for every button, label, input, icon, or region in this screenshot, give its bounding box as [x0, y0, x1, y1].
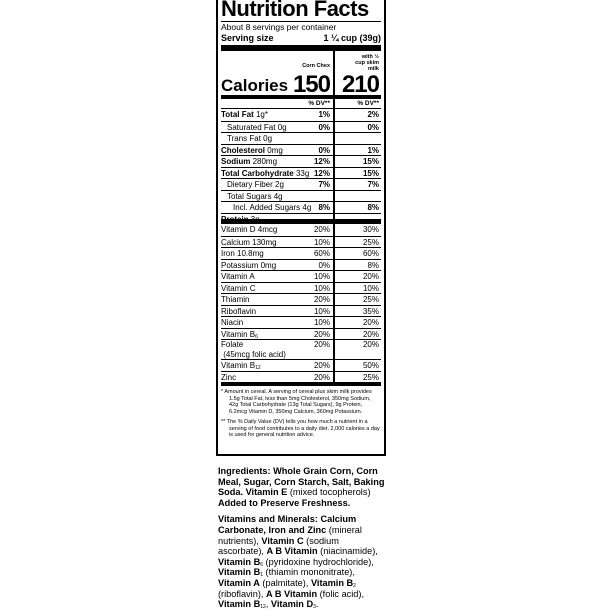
vm-description: ,: [265, 599, 271, 610]
vitamin-dv: 20%: [313, 340, 330, 349]
vitamin-dv-with-milk: 20%: [362, 340, 379, 349]
nutrient-row: [221, 167, 381, 179]
vitamin-row: [221, 247, 381, 259]
vm-ingredient: Vitamin B: [218, 556, 261, 567]
vitamin-dv: 20%: [313, 329, 330, 339]
nutrient-dv-with-milk: [335, 214, 381, 220]
vitamin-row: [221, 282, 381, 294]
footnotes: [221, 382, 381, 439]
vitamin-name: Vitamin D 4mcg: [221, 225, 278, 234]
ingredients-note: (mixed tocopherols): [289, 487, 371, 498]
vitamin-name: Calcium 130mg: [221, 237, 277, 247]
servings-per-container: About 8 servings per container: [221, 22, 337, 32]
vitamin-amount: 4mcg: [257, 225, 278, 234]
nutrient-dv: 8%: [318, 203, 330, 212]
vitamin-dv-with-milk: 20%: [362, 318, 379, 327]
nutrient-row: [221, 178, 381, 190]
ingredients-section: [218, 466, 386, 616]
nutrient-amount: 4g: [273, 191, 283, 201]
vitamin-dv: 20%: [313, 225, 330, 234]
nutrient-row: [221, 144, 381, 156]
vm-description: (sodium ascorbate),: [218, 535, 339, 557]
nutrient-row: [221, 213, 381, 225]
calories-section: [221, 51, 381, 99]
vm-ingredient: Calcium Carbonate, Iron and Zinc: [218, 514, 357, 535]
vitamin-name: Vitamin $B_{12}$: [221, 361, 261, 371]
vitamin-name: Zinc: [221, 372, 237, 382]
ingredients-paragraph: [218, 466, 386, 508]
vitamin-dv: 20%: [313, 372, 330, 382]
vm-description: (mineral nutrients),: [218, 524, 362, 546]
vitamin-row: [221, 293, 381, 305]
vitamin-extra: (45mcg folic acid): [223, 349, 286, 359]
vitamin-rows: [221, 224, 381, 382]
nutrient-name: Total Carbohydrate 33g: [221, 168, 310, 178]
nutrient-name: Incl. Added Sugars 4g: [233, 203, 312, 212]
nutrient-dv: 0%: [318, 145, 330, 155]
vm-ingredient: Vitamin B: [218, 599, 261, 610]
nutrient-name: Sodium 280mg: [221, 157, 278, 166]
vitamin-dv-with-milk: 50%: [362, 361, 379, 370]
vitamin-row: [221, 371, 381, 383]
nutrient-dv-with-milk: [335, 133, 381, 144]
nutrient-amount: 3g: [250, 214, 260, 224]
nutrient-name: Trans Fat 0g: [227, 134, 273, 143]
vitamin-name: Iron 10.8mg: [221, 249, 264, 258]
vm-ingredient: Vitamin C: [261, 535, 304, 546]
column-header-with-milk: with ½ cup skim milk: [355, 54, 379, 72]
nutrient-name: Total Fat 1g*: [221, 110, 268, 119]
vm-ingredient: Vitamin B: [218, 567, 261, 578]
daily-value-header: % DV** % DV**: [221, 99, 381, 109]
vitamin-dv-with-milk: 25%: [362, 237, 379, 247]
nutrient-dv-with-milk: 2%: [367, 110, 379, 119]
vitamin-row: [221, 339, 381, 359]
vitamins-minerals-paragraph: Vitamins and Minerals: Calcium Carbonate, Iron and Zinc (mineral nutrients), Vitamin C (sodium ascorbate), A B Vitamin (niacinamide), Vitamin $B_6$ (pyridoxine hydrochloride), Vitamin $B_1$ (thiamin mononitrate), Vitamin A (palmitate), Vitamin $B_2$ (riboflavin), A B Vitamin (folic acid), Vitamin $B_{12}$, Vitamin $D_3$.: [218, 514, 378, 611]
nutrient-name: Dietary Fiber 2g: [227, 180, 284, 189]
nutrient-amount: 280mg: [252, 157, 278, 166]
vitamin-row: [221, 259, 381, 271]
vitamin-name: Thiamin: [221, 295, 250, 304]
nutrient-rows: [221, 109, 381, 224]
vm-description: (thiamin mononitrate),: [263, 567, 355, 578]
vitamin-name: Niacin: [221, 318, 244, 327]
nutrient-dv: 7%: [318, 180, 330, 189]
vitamin-dv: 10%: [313, 318, 330, 327]
vitamin-dv: 10%: [313, 306, 330, 316]
nutrient-row: [221, 201, 381, 213]
vitamin-dv: 0%: [318, 260, 330, 270]
nutrient-dv-with-milk: 0%: [367, 122, 379, 132]
vm-description: (niacinamide),: [317, 546, 378, 557]
nutrient-dv-with-milk: 15%: [362, 157, 379, 166]
nutrient-amount: 1g*: [255, 110, 268, 119]
vitamin-row: [221, 270, 381, 282]
vitamin-dv-with-milk: 30%: [362, 225, 379, 234]
vitamin-dv: 10%: [313, 237, 330, 247]
nutrient-row: [221, 132, 381, 144]
vitamin-row: [221, 305, 381, 317]
vitamin-dv-with-milk: 35%: [362, 306, 379, 316]
vitamin-amount: 10.8mg: [237, 249, 264, 258]
nutrient-amount: 33g: [295, 168, 310, 178]
vm-description: (folic acid),: [317, 588, 365, 599]
vitamins-minerals-label: Vitamins and Minerals:: [218, 514, 318, 525]
vitamin-dv: 60%: [313, 249, 330, 258]
nutrient-dv: 12%: [313, 168, 330, 178]
vitamin-row: [221, 316, 381, 328]
nutrient-dv: 0%: [318, 122, 330, 132]
vm-description: (riboflavin),: [218, 588, 266, 599]
nutrient-amount: 4g: [302, 203, 312, 212]
vitamin-dv-with-milk: 20%: [362, 272, 379, 281]
vitamin-name: Riboflavin: [221, 306, 257, 316]
nutrient-name: Protein 3g: [221, 214, 260, 224]
nutrition-facts-panel: [216, 0, 386, 456]
vitamin-name: Vitamin $B_6$: [221, 329, 258, 340]
nutrient-row: [221, 109, 381, 121]
ingredients-list: Whole Grain Corn, Corn Meal, Sugar, Corn Starch, Salt, Baking Soda. Vitamin E: [218, 466, 385, 498]
vitamin-dv-with-milk: 25%: [362, 372, 379, 382]
ingredients-label: Ingredients:: [218, 466, 271, 476]
vm-description: (pyridoxine hydrochloride),: [263, 556, 374, 567]
nutrient-row: [221, 155, 381, 167]
footnote-milk: * Amount in cereal. A serving of cereal plus skim milk provides 1.5g Total Fat, less than 5mg Cholesterol, 350mg Sodium, 42g Total Carbohydrate (13g Total Sugars), 9g Protein, 6.2mcg Vitamin D, 350mg Calcium, 360mg Potassium.: [221, 389, 372, 416]
vitamin-amount: 0mg: [260, 260, 277, 270]
nutrient-dv-with-milk: [335, 191, 381, 202]
vitamin-dv-with-milk: 10%: [362, 283, 379, 293]
nutrient-dv-with-milk: 1%: [367, 145, 379, 155]
vm-ingredient: A B Vitamin: [266, 546, 318, 557]
calories-label: Calories: [221, 76, 289, 95]
column-header-cereal: Corn Chex: [302, 63, 330, 69]
serving-size-row: [221, 33, 381, 51]
vitamin-dv: 10%: [313, 283, 330, 293]
nutrient-dv: 1%: [318, 110, 330, 119]
calories-with-milk-value: 210: [341, 71, 379, 98]
vitamin-amount: 130mg: [252, 237, 277, 247]
nutrient-amount: 0g: [263, 134, 273, 143]
vm-ingredient: A B Vitamin: [266, 588, 318, 599]
nutrient-dv: 12%: [313, 157, 330, 166]
serving-size-value: 1 ¼ cup (39g): [323, 33, 381, 43]
vitamin-dv: 20%: [313, 295, 330, 304]
nutrient-amount: 0mg: [267, 145, 283, 155]
vitamin-dv: 20%: [313, 361, 330, 370]
vm-ingredient: Vitamin D: [270, 599, 314, 610]
nutrient-amount: 2g: [275, 180, 284, 189]
nutrient-dv-with-milk: 7%: [367, 180, 379, 189]
footnote-daily-value: ** The % Daily Value (DV) tells you how much a nutrient in a serving of food contributes to a daily diet. 2,000 calories a day is used for general nutrition advice.: [221, 418, 380, 439]
calories-cereal-value: 150: [292, 71, 330, 98]
vm-ingredient: Vitamin A: [218, 577, 260, 588]
vitamin-name: Vitamin C: [221, 283, 256, 293]
vitamin-dv-with-milk: 8%: [367, 260, 379, 270]
nutrient-name: Total Sugars 4g: [227, 191, 283, 201]
vitamin-row: [221, 328, 381, 340]
vitamin-name: Potassium 0mg: [221, 260, 277, 270]
vitamin-row: [221, 224, 381, 236]
vitamin-name: Folate (45mcg folic acid): [221, 340, 286, 359]
vitamin-dv-with-milk: 60%: [362, 249, 379, 258]
vm-ingredient: Vitamin B: [310, 577, 354, 588]
serving-size-label: Serving size: [221, 33, 274, 43]
vitamin-name: Vitamin A: [221, 272, 255, 281]
nutrient-row: [221, 190, 381, 202]
nutrient-dv-with-milk: 8%: [367, 203, 379, 212]
nutrient-row: [221, 121, 381, 133]
nutrient-name: Saturated Fat 0g: [227, 122, 287, 132]
ingredients-preserve: Added to Preserve Freshness.: [218, 497, 351, 508]
panel-title: Nutrition Facts: [221, 0, 381, 22]
nutrient-name: Cholesterol 0mg: [221, 145, 283, 155]
vm-description: (palmitate),: [259, 577, 311, 588]
vitamin-dv: 10%: [313, 272, 330, 281]
nutrient-dv-with-milk: 15%: [362, 168, 379, 178]
vitamin-dv-with-milk: 20%: [362, 329, 379, 339]
vitamin-dv-with-milk: 25%: [362, 295, 379, 304]
vitamin-row: [221, 236, 381, 248]
nutrient-amount: 0g: [277, 122, 287, 132]
vm-description: .: [315, 599, 319, 610]
vitamin-row: [221, 359, 381, 371]
